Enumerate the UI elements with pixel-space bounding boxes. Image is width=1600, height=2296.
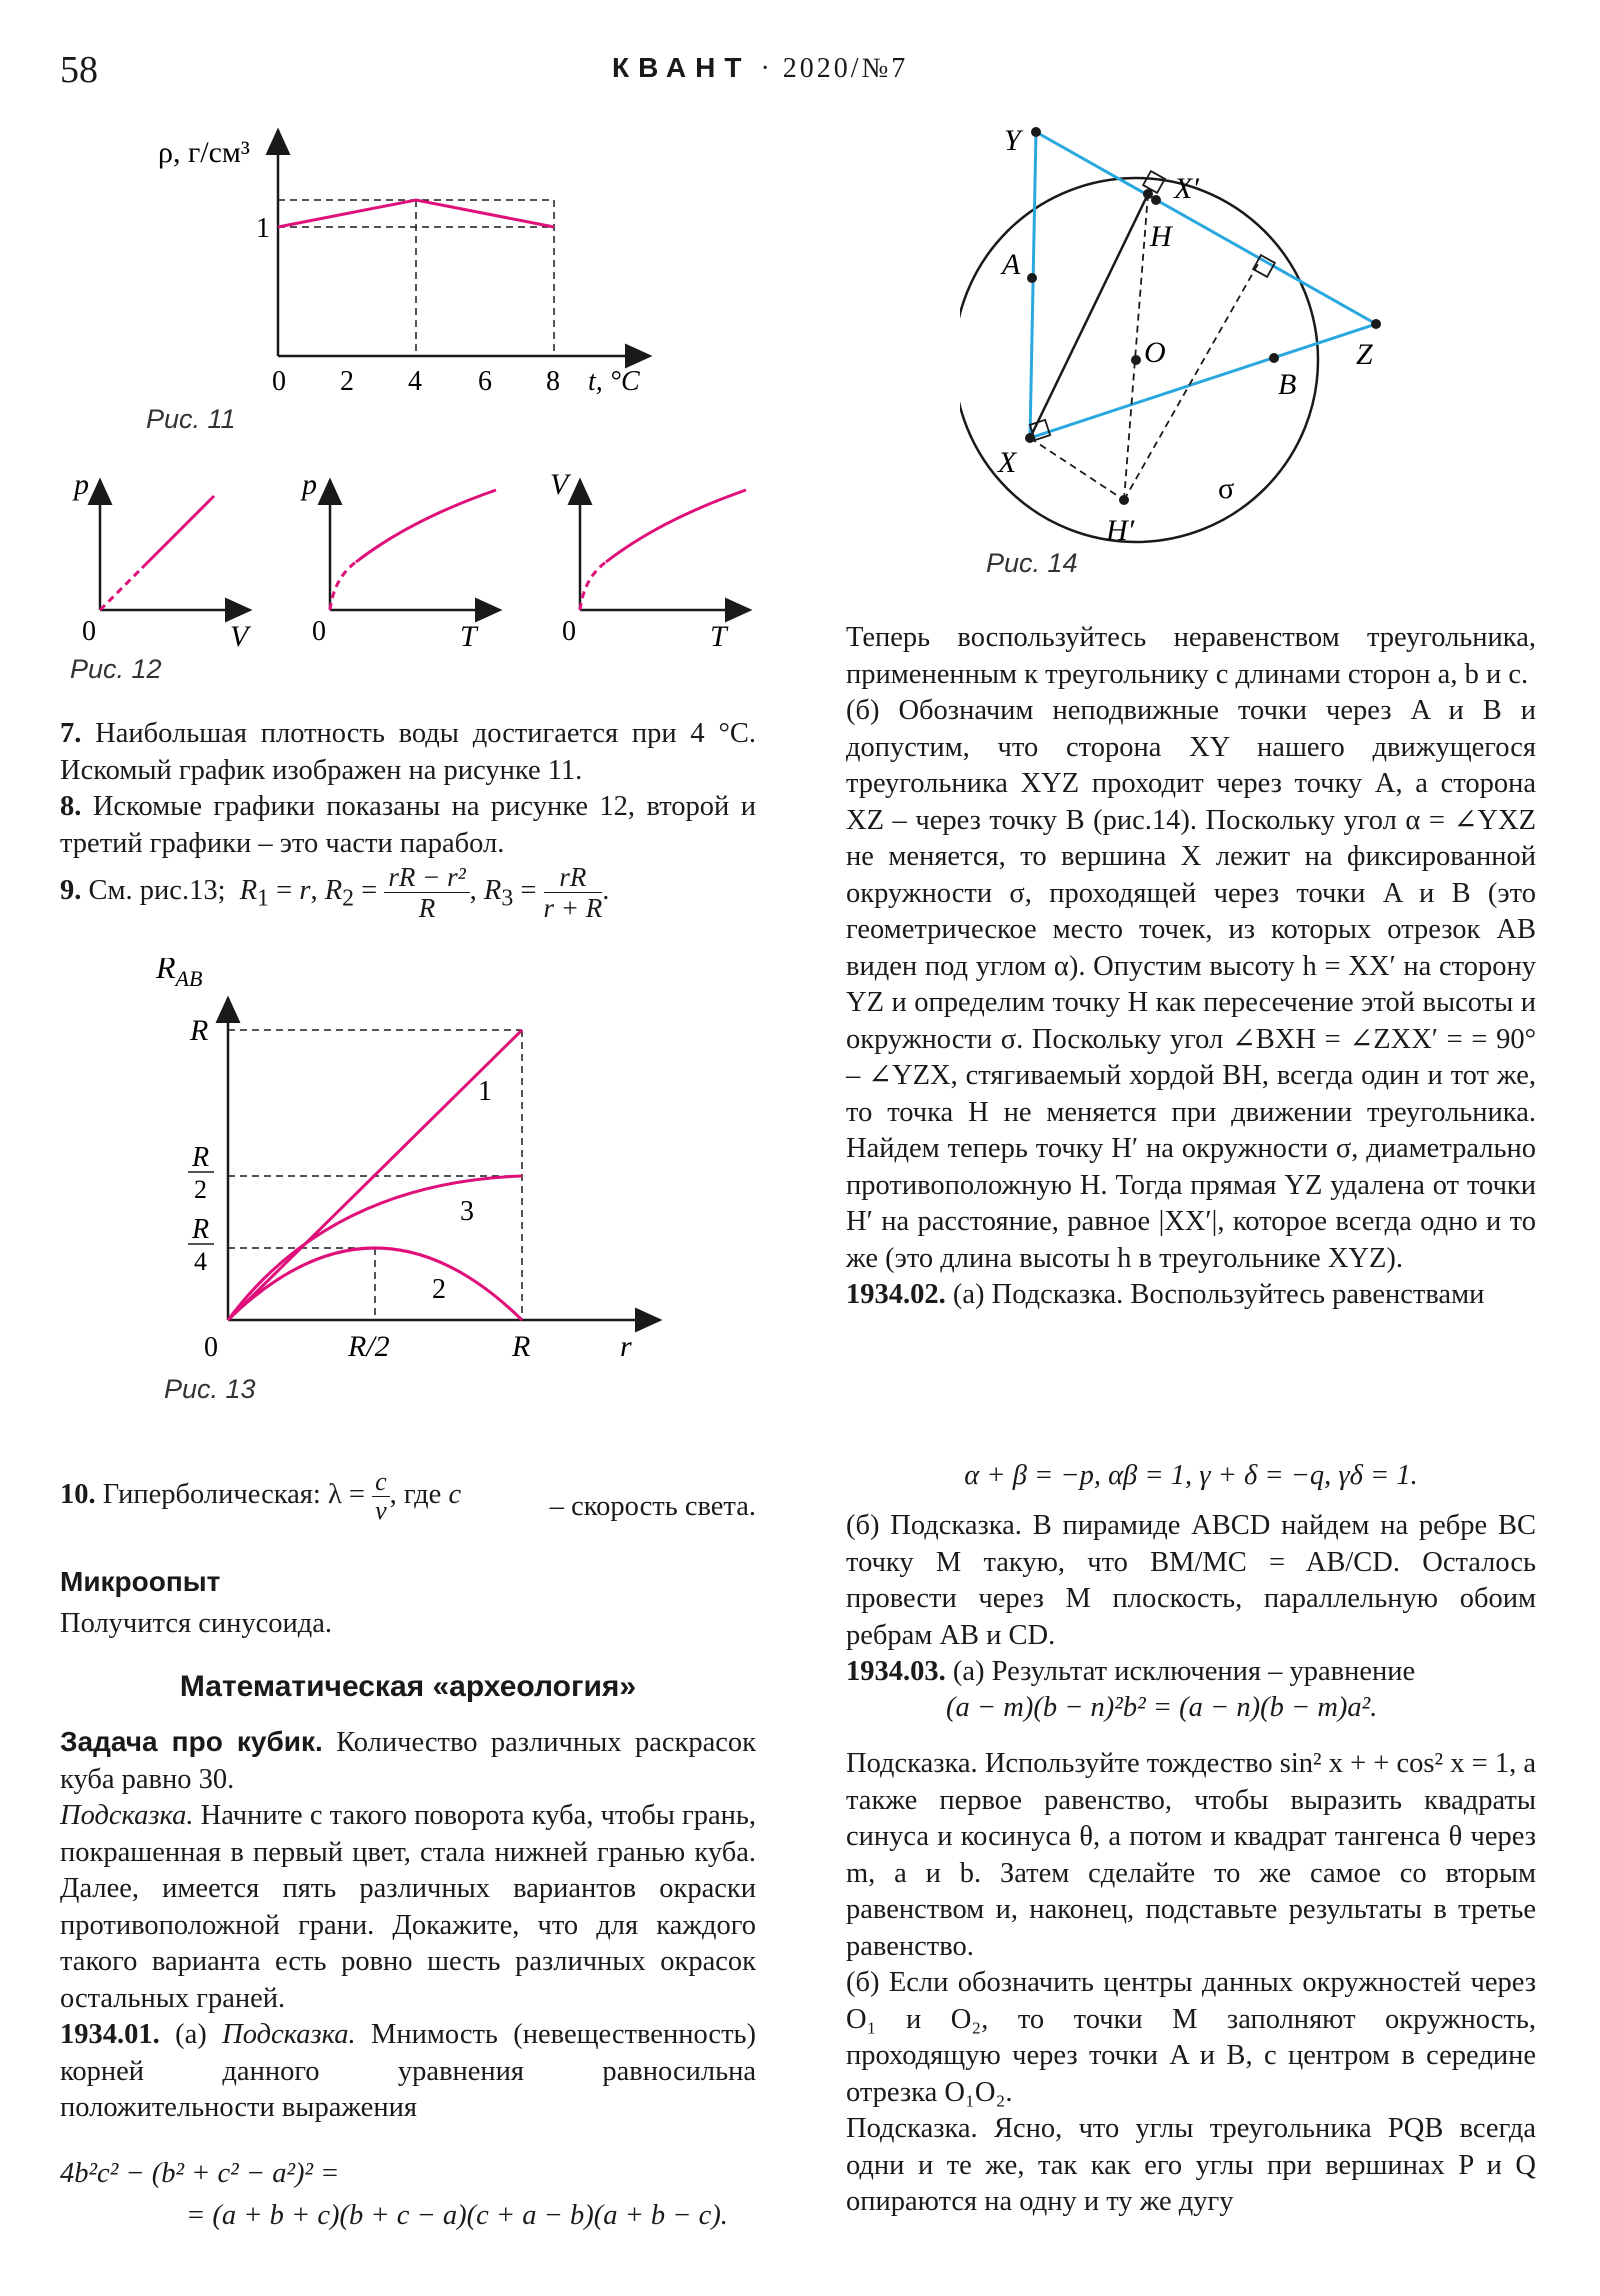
altitude-XH [1030,194,1148,438]
y-tick-R4-num: R [192,1214,210,1245]
micro-text: Получится синусоида. [60,1608,333,1639]
perp-H1 [1124,264,1258,500]
label-A: A [1002,248,1021,281]
problem-02: 1934.02. (а) Подсказка. Воспользуйтесь равенствами [846,1279,1485,1310]
p3-curve [606,490,746,562]
point-Y [1031,127,1041,137]
fig13-caption: Рис. 13 [164,1374,256,1404]
cube-hint: Подсказка. Начните с такого поворота куба, чтобы грань, покрашенная в первый цвет, стала нижней гранью куба. Далее, имеется пять различных вариантов окраски противоположной грани. Докажите, что для каждого такого варианта есть ровно шесть различных окрасок остальных граней. [60,1800,757,2014]
point-X [1025,433,1035,443]
point-A [1027,273,1037,283]
p2-ylabel: p [302,468,317,501]
answer-9: 9. См. рис.13; $R_1 = r$, $R_2$ = $\frac{\text{rR − r²}}{R}$ , $R_3$ = $\frac{rR}{r + R}$ . [60,862,610,923]
problem-02b: (б) Подсказка. В пирамиде ABCD найдем на ребре BC точку M такую, что BM/MC = AB/CD. Осталось провести через M плоскость, параллельную обоим ребрам AB и CD. [846,1510,1536,1651]
label-Y: Y [1004,124,1021,157]
triangle-inequality: Теперь воспользуйтесь неравенством треугольника, примененным к треугольнику с длинами сторон a, b и c. [846,622,1536,690]
chord-XH1 [1030,438,1124,500]
x-axis-label: r [620,1330,632,1358]
p1-line [142,496,214,568]
label-H: H [1150,220,1172,253]
p2-xlabel: T [460,620,477,653]
fig12-caption: Рис. 12 [70,654,162,684]
page-number: 58 [60,49,98,91]
formula-01-line1: 4b²c² − (b² + c² − a²)² = [60,2158,340,2189]
curve-label-2: 2 [432,1274,446,1305]
p1-xlabel: V [230,620,249,653]
issue-label: · 2020/№7 [760,53,909,84]
point-O [1131,355,1141,365]
left-text-2 [60,1468,756,1526]
x-axis-label: t, °C [588,366,640,397]
right-text-3 [846,1746,1536,2221]
y-tick-R2-num: R [192,1142,210,1173]
x-tick-R2: R/2 [348,1330,390,1358]
p3-ylabel: V [550,468,569,501]
journal-title: КВАНТ [612,52,751,83]
curve-label-3: 3 [460,1196,474,1227]
x-tick-0: 0 [272,366,286,397]
answer-10: 10. Гиперболическая: λ = $\frac{c}{v}$ , где c [60,1467,462,1525]
y-tick-1: 1 [256,213,270,244]
x-tick-2: 2 [340,366,354,397]
p2-dashed [330,562,356,610]
formula-01-line2: = (a + b + c)(b + c − a)(c + a − b)(a + b − c). [186,2200,728,2231]
point-B [1269,353,1279,363]
left-text-1 [60,716,756,923]
point-Z [1371,319,1381,329]
answer-8: 8. Искомые графики показаны на рисунке 12, второй и третий графики – это части парабол. [60,791,756,859]
eq-03: (a − m)(b − n)²b² = (a − n)(b − m)a². [946,1692,1378,1723]
answer-10-cont: – скорость света. [549,1491,756,1522]
left-text-3 [60,1724,756,2127]
label-B: B [1278,368,1297,401]
figure-14 [960,110,1420,550]
label-sigma: σ [1218,472,1235,505]
problem-03: 1934.03. (а) Результат исключения – уравнение [846,1656,1416,1687]
figure-12 [60,460,760,660]
p3-origin: 0 [562,616,576,647]
x-tick-R: R [512,1330,531,1358]
running-header [612,52,908,85]
x-tick-4: 4 [408,366,422,397]
y-tick-R2-den: 2 [194,1175,207,1204]
label-Z: Z [1356,338,1373,371]
cube-problem: Задача про кубик. Количество различных раскрасок куба равно 30. [60,1726,756,1795]
micro-title: Микроопыт [60,1566,221,1597]
label-H1: H′ [1106,514,1135,547]
label-X1: X′ [1174,172,1199,205]
point-H1 [1119,495,1129,505]
fig14-caption: Рис. 14 [986,548,1078,578]
answer-7: 7. Наибольшая плотность воды достигается при 4 °С. Искомый график изображен на рисунке 11. [60,718,756,786]
problem-03b: (б) Если обозначить центры данных окружностей через O₁ и O₂, то точки M заполняют окружность, проходящую через точки A и B, с центром в середине отрезка O₁O₂. [846,1967,1536,2108]
problem-01: 1934.01. (а) Подсказка. Мнимость (невещественность) корней данного уравнения равносильна положительности выражения [60,2019,757,2123]
p3-dashed [580,562,606,610]
triangle-XYZ [1030,132,1376,438]
curve-label-1: 1 [478,1076,492,1107]
y-tick-R: R [190,1014,209,1047]
label-O: O [1144,336,1166,369]
fig11-caption: Рис. 11 [146,404,236,434]
figure-11 [60,110,680,430]
y-axis-label: $R_{AB}$ [156,958,203,991]
y-axis-label: ρ, г/см³ [158,136,250,169]
label-X: X [998,446,1017,479]
problem-03-hint: Подсказка. Используйте тождество sin² x + + cos² x = 1, а также первое равенство, чтобы выразить квадраты синуса и косинуса θ, а потом и квадрат тангенса θ через m, a и b. Затем сделайте то же самое со вторым равенством и, наконец, подставьте результаты в третье равенство. [846,1748,1536,1962]
part-b: (б) Обозначим неподвижные точки через A и B и допустим, что сторона XY нашего движущегося треугольника XYZ проходит через точку A, а сторона XZ – через точку B (рис.14). Поскольку угол α = ∠YXZ не меняется, то вершина X лежит на фиксированной окружности σ, проходящей через точки A и B (это геометрическое место точек, из которых отрезок AB виден под углом α). Опустим высоту h = XX′ на сторону YZ и определим точку H как пересечение этой высоты и окружности σ. Поскольку угол ∠BXH = ∠ZXX′ = = 90° – ∠YZX, стягиваемый хордой BH, всегда один и тот же, то точка H не меняется при движении треугольника. Найдем теперь точку H′ на окружности σ, диаметрально противоположную H. Тогда прямая YZ удалена от точки H′ на расстояние, равное |XX′|, которое всегда одно и то же (это длина высоты h в треугольнике XYZ). [846,695,1536,1274]
p1-ylabel: p [74,468,89,501]
y-tick-R4-den: 4 [194,1247,207,1276]
p3-xlabel: T [710,620,727,653]
figure-13 [130,958,690,1358]
right-text-1 [846,620,1536,1314]
arch-title: Математическая «археология» [179,1670,637,1703]
x-tick-8: 8 [546,366,560,397]
p1-dashed [100,568,142,610]
eq-02: α + β = −p, αβ = 1, γ + δ = −q, γδ = 1. [964,1460,1418,1491]
p2-origin: 0 [312,616,326,647]
point-X1 [1151,195,1161,205]
x-tick-6: 6 [478,366,492,397]
right-text-2 [846,1508,1536,1691]
p1-origin: 0 [82,616,96,647]
x-tick-0: 0 [204,1332,218,1358]
point-H [1143,189,1153,199]
problem-03c: Подсказка. Ясно, что углы треугольника PQB всегда одни и те же, так как его углы при вершинах P и Q опираются на одну и ту же дугу [846,2113,1536,2217]
p2-curve [356,490,496,562]
